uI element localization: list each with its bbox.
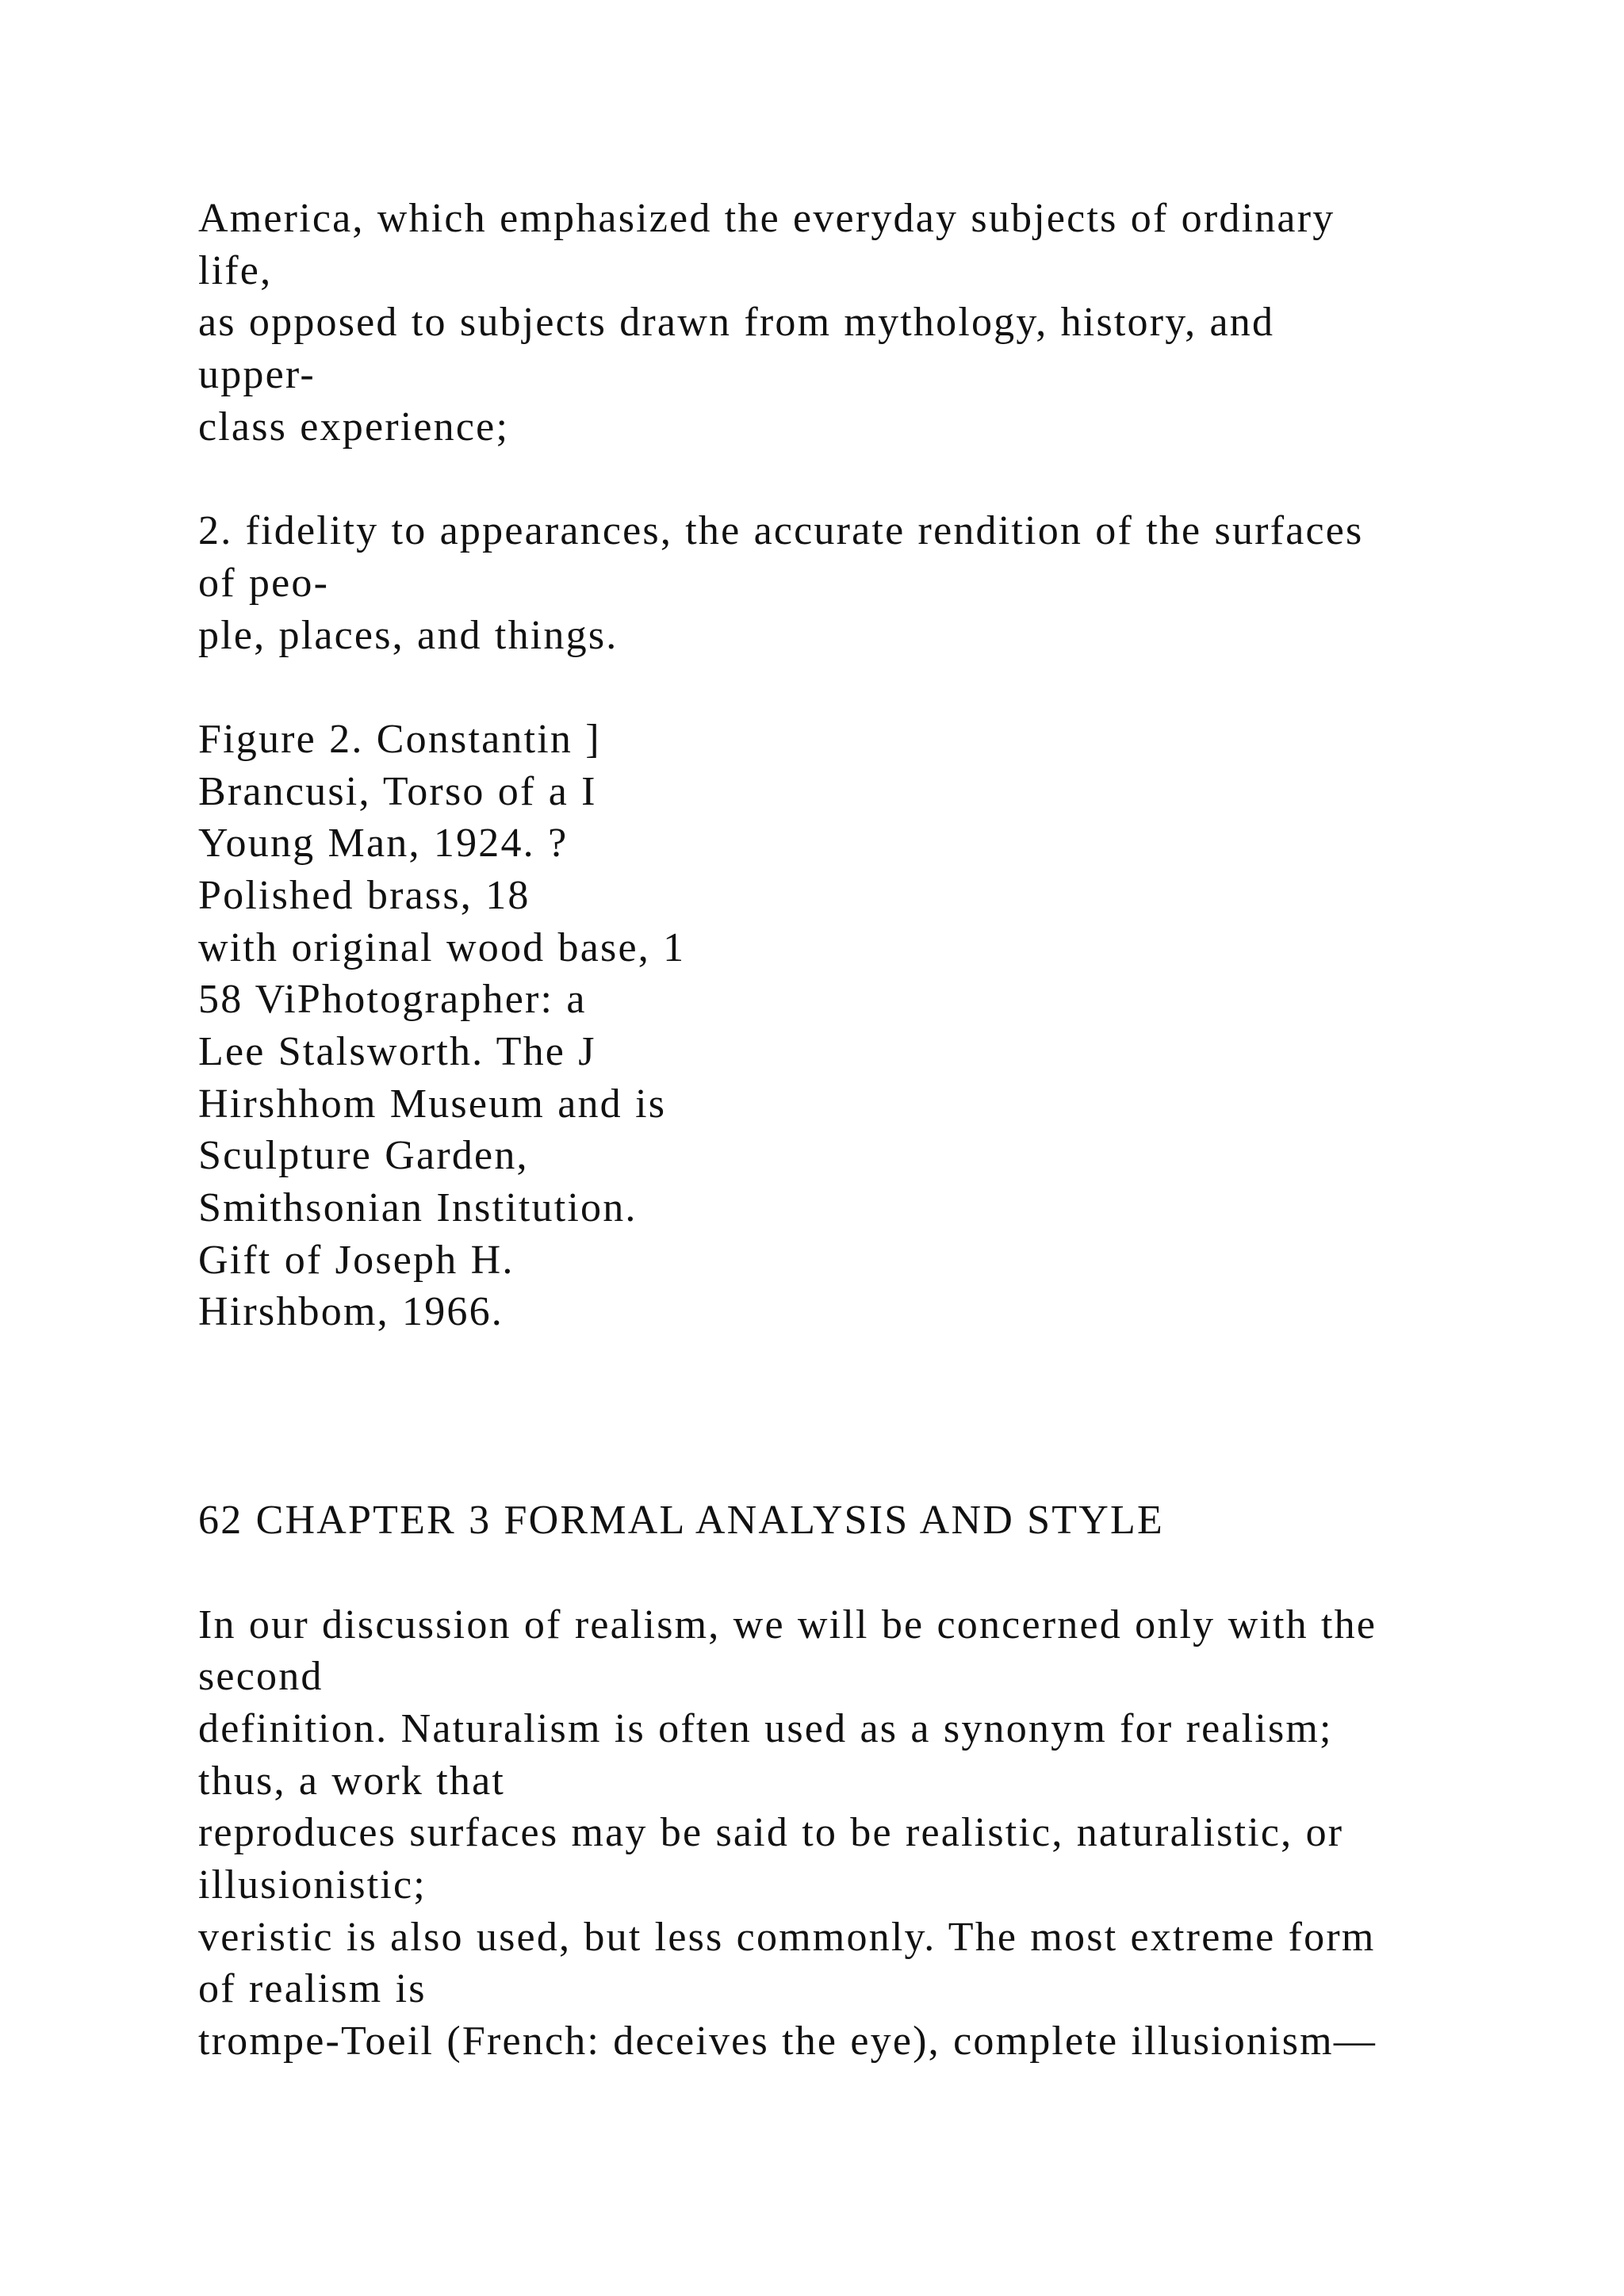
text-line: class experience; — [198, 404, 510, 450]
blank-line — [198, 661, 1530, 714]
figure-caption-line: Hirshhom Museum and is — [198, 1081, 667, 1127]
document-text — [198, 193, 1530, 2068]
text-line: veristic is also used, but less commonly. The most extreme form — [198, 1914, 1376, 1960]
blank-line — [198, 1338, 1530, 1391]
text-line: of realism is — [198, 1966, 427, 2012]
blank-line — [198, 453, 1530, 505]
figure-caption-line: Gift of Joseph H. — [198, 1237, 515, 1283]
blank-line — [198, 1547, 1530, 1599]
text-line: as opposed to subjects drawn from mythology, history, and — [198, 300, 1275, 346]
figure-caption-line: Lee Stalsworth. The J — [198, 1029, 596, 1074]
blank-line — [198, 1391, 1530, 1443]
chapter-header: 62 CHAPTER 3 FORMAL ANALYSIS AND STYLE — [198, 1498, 1164, 1544]
text-line: reproduces surfaces may be said to be realistic, naturalistic, or — [198, 1810, 1344, 1856]
text-line: second — [198, 1654, 324, 1700]
text-line: upper- — [198, 352, 316, 398]
figure-caption-line: Hirshbom, 1966. — [198, 1289, 504, 1335]
figure-caption-line: Brancusi, Torso of a I — [198, 768, 597, 814]
text-line: 2. fidelity to appearances, the accurate rendition of the surfaces — [198, 508, 1364, 554]
figure-caption-line: 58 ViPhotographer: a — [198, 977, 587, 1023]
figure-caption-line: Young Man, 1924. ? — [198, 821, 569, 867]
text-line: illusionistic; — [198, 1862, 427, 1908]
figure-caption-line: Sculpture Garden, — [198, 1133, 529, 1179]
text-line: trompe-Toeil (French: deceives the eye), complete illusionism— — [198, 2019, 1377, 2064]
text-line: ple, places, and things. — [198, 612, 619, 658]
text-line: life, — [198, 247, 273, 293]
text-line: America, which emphasized the everyday subjects of ordinary — [198, 196, 1335, 241]
blank-line — [198, 1443, 1530, 1495]
figure-caption-line: Polished brass, 18 — [198, 872, 530, 918]
text-line: definition. Naturalism is often used as a synonym for realism; — [198, 1705, 1333, 1751]
figure-caption-line: with original wood base, 1 — [198, 924, 686, 970]
text-line: of peo- — [198, 560, 330, 606]
text-line: In our discussion of realism, we will be concerned only with the — [198, 1601, 1377, 1647]
text-line: thus, a work that — [198, 1758, 506, 1804]
figure-caption-line: Smithsonian Institution. — [198, 1185, 638, 1231]
figure-caption-line: Figure 2. Constantin ] — [198, 716, 601, 762]
